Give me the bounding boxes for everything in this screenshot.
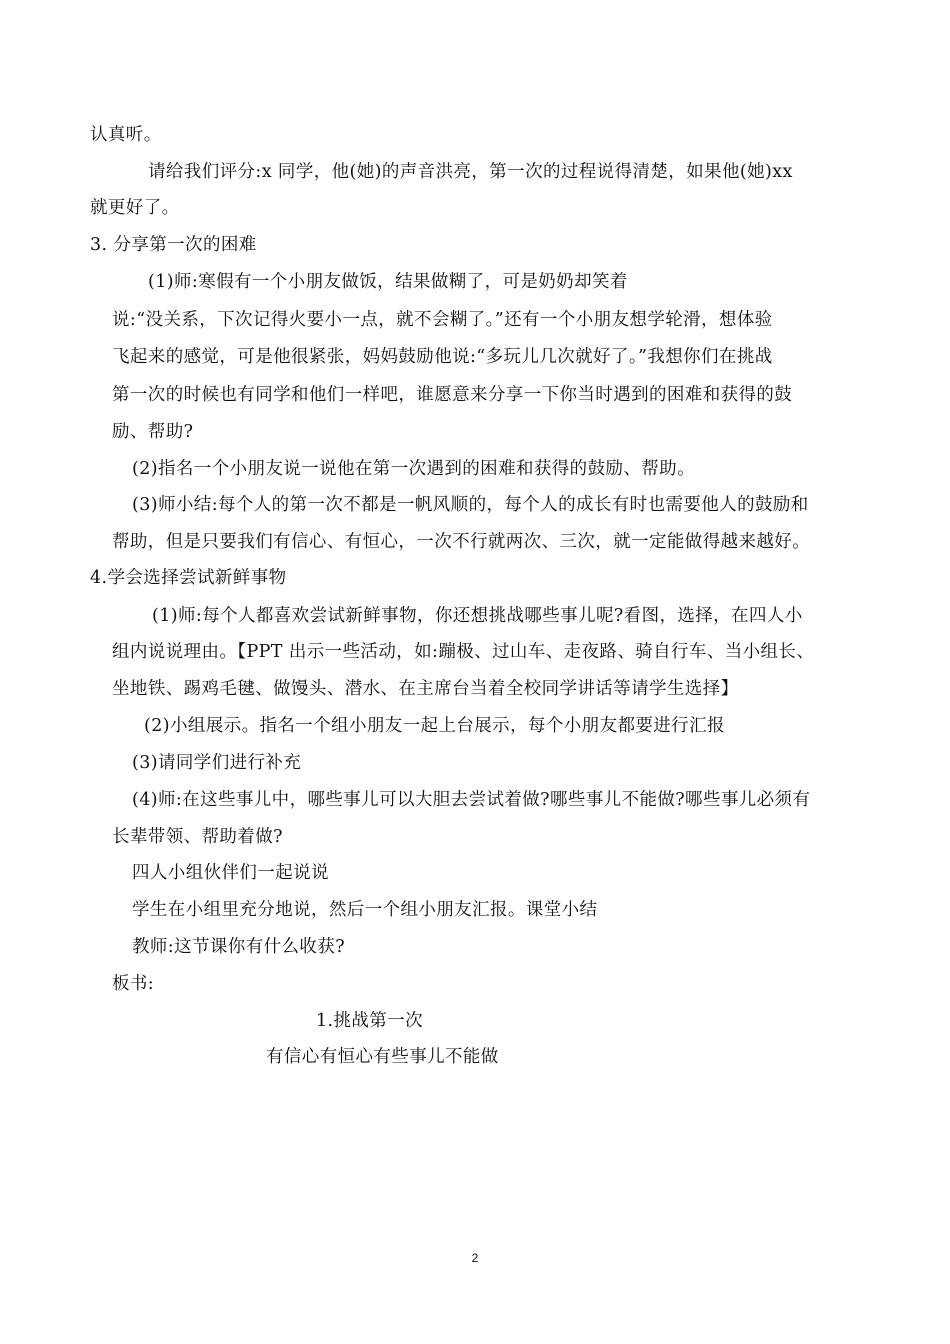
text-line: (1)师:每个人都喜欢尝试新鲜事物，你还想挑战哪些事儿呢?看图，选择，在四人小	[152, 606, 803, 626]
text-line: (3)请同学们进行补充	[132, 753, 302, 773]
text-line: 就更好了。	[90, 198, 180, 218]
text-line: 组内说说理由。【PPT 出示一些活动，如:蹦极、过山车、走夜路、骑自行车、当小组长、	[112, 642, 815, 662]
board-content: 有信心有恒心有些事儿不能做	[266, 1047, 499, 1067]
section-heading: 3. 分享第一次的困难	[90, 235, 257, 255]
text-line: (3)师小结:每个人的第一次不都是一帆风顺的，每个人的成长有时也需要他人的鼓励和	[132, 495, 809, 515]
text-line: (2)指名一个小朋友说一说他在第一次遇到的困难和获得的鼓励、帮助。	[132, 459, 695, 479]
page-number: 2	[471, 1251, 479, 1265]
text-line: 长辈带领、帮助着做?	[112, 827, 283, 847]
text-line: 励、帮助?	[112, 422, 194, 442]
text-line: (2)小组展示。指名一个组小朋友一起上台展示，每个小朋友都要进行汇报	[144, 716, 725, 736]
text-line: 帮助，但是只要我们有信心、有恒心，一次不行就两次、三次，就一定能做得越来越好。	[112, 532, 811, 552]
text-line: (4)师:在这些事儿中，哪些事儿可以大胆去尝试着做?哪些事儿不能做?哪些事儿必须有	[132, 790, 811, 810]
text-line: 四人小组伙伴们一起说说	[132, 863, 329, 883]
text-line: 说:“没关系，下次记得火要小一点，就不会糊了。”还有一个小朋友想学轮滑，想体验	[112, 310, 773, 330]
text-line: 学生在小组里充分地说，然后一个组小朋友汇报。课堂小结	[132, 900, 598, 920]
text-line: 请给我们评分:x 同学，他(她)的声音洪亮，第一次的过程说得清楚，如果他(她)xx	[148, 162, 793, 182]
board-title: 1.挑战第一次	[316, 1011, 423, 1031]
text-line: 坐地铁、踢鸡毛毽、做馒头、潜水、在主席台当着全校同学讲话等请学生选择】	[112, 679, 739, 699]
section-heading: 4.学会选择尝试新鲜事物	[90, 568, 287, 588]
text-line: 认真听。	[90, 125, 162, 145]
text-line: 第一次的时候也有同学和他们一样吧，谁愿意来分享一下你当时遇到的困难和获得的鼓	[112, 385, 793, 405]
text-line: 飞起来的感觉，可是他很紧张，妈妈鼓励他说:“多玩儿几次就好了。”我想你们在挑战	[112, 347, 773, 367]
text-line: 教师:这节课你有什么收获?	[132, 937, 345, 957]
board-label: 板书:	[112, 974, 155, 994]
text-line: (1)师:寒假有一个小朋友做饭，结果做糊了，可是奶奶却笑着	[148, 272, 628, 292]
